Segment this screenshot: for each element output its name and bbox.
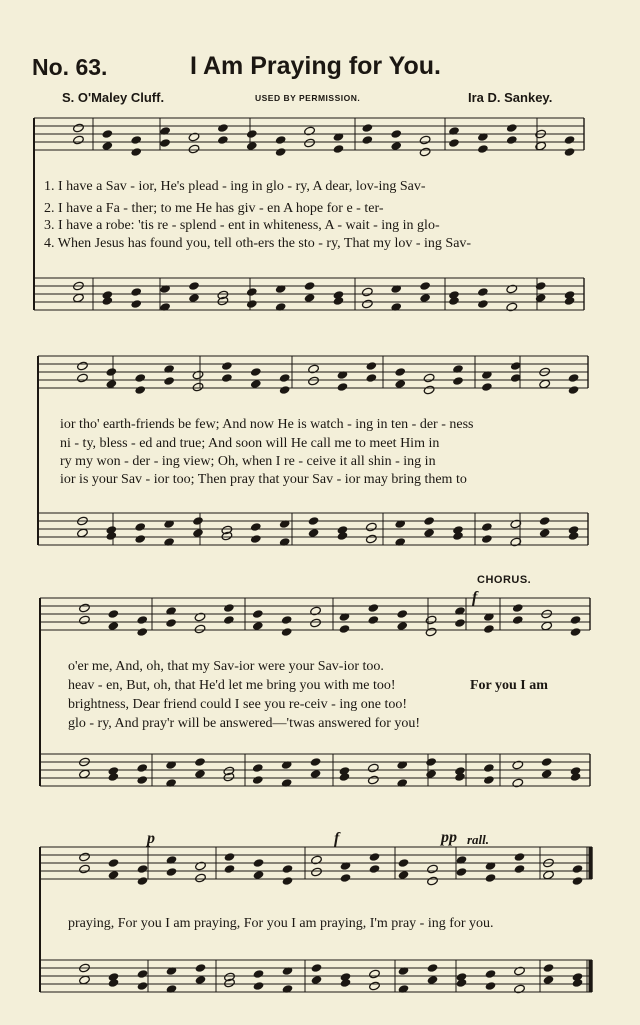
note-head bbox=[365, 534, 377, 544]
dynamic-f-chorus: f bbox=[472, 589, 478, 606]
note-head bbox=[481, 522, 493, 532]
note-head bbox=[105, 379, 117, 389]
note-head bbox=[485, 969, 497, 979]
note-head bbox=[253, 870, 265, 880]
note-head bbox=[252, 775, 264, 785]
note-head bbox=[425, 757, 437, 767]
note-head bbox=[543, 870, 555, 880]
note-head bbox=[396, 609, 408, 619]
system4-chorus-line: praying, For you I am praying, For you I am praying, I'm pray - ing for you. bbox=[68, 916, 494, 931]
note-head bbox=[134, 522, 146, 532]
note-head bbox=[253, 981, 265, 991]
note-head bbox=[423, 528, 435, 538]
note-head bbox=[419, 281, 431, 291]
note-head bbox=[134, 373, 146, 383]
note-head bbox=[279, 385, 291, 395]
system1-verse4: 4. When Jesus has found you, tell oth-ers the sto - ry, That my lov - ing Sav- bbox=[44, 236, 472, 251]
note-head bbox=[423, 373, 435, 383]
note-head bbox=[217, 135, 229, 145]
note-head bbox=[514, 852, 526, 862]
note-head bbox=[163, 376, 175, 386]
note-head bbox=[539, 516, 551, 526]
note-head bbox=[101, 129, 113, 139]
note-head bbox=[195, 975, 207, 985]
note-head bbox=[506, 123, 518, 133]
note-head bbox=[506, 135, 518, 145]
note-head bbox=[304, 281, 316, 291]
note-head bbox=[281, 627, 293, 637]
note-head bbox=[427, 876, 439, 886]
dynamic-pp: pp bbox=[441, 829, 457, 846]
note-head bbox=[481, 534, 493, 544]
note-head bbox=[454, 618, 466, 628]
note-head bbox=[101, 141, 113, 151]
note-head bbox=[311, 963, 323, 973]
note-head bbox=[485, 873, 497, 883]
note-head bbox=[192, 382, 204, 392]
note-head bbox=[221, 373, 233, 383]
note-head bbox=[448, 138, 460, 148]
note-head bbox=[188, 293, 200, 303]
note-head bbox=[419, 147, 431, 157]
system2-verse3: ry my won - der - ing view; Oh, when I re - ceive it all shin - ing in bbox=[60, 454, 436, 469]
note-head bbox=[477, 144, 489, 154]
note-head bbox=[137, 969, 149, 979]
note-head bbox=[425, 615, 437, 625]
dynamic-f: f bbox=[334, 830, 340, 847]
note-head bbox=[188, 144, 200, 154]
note-head bbox=[456, 867, 468, 877]
note-head bbox=[419, 293, 431, 303]
note-head bbox=[137, 864, 149, 874]
note-head bbox=[136, 615, 148, 625]
note-head bbox=[130, 299, 142, 309]
note-head bbox=[195, 873, 207, 883]
note-head bbox=[108, 870, 120, 880]
note-head bbox=[73, 123, 85, 133]
note-head bbox=[252, 763, 264, 773]
note-head bbox=[337, 382, 349, 392]
note-head bbox=[477, 299, 489, 309]
note-head bbox=[250, 367, 262, 377]
note-head bbox=[311, 975, 323, 985]
note-head bbox=[79, 769, 91, 779]
note-head bbox=[570, 627, 582, 637]
note-head bbox=[367, 763, 379, 773]
note-head bbox=[136, 775, 148, 785]
permission-note: USED BY PERMISSION. bbox=[255, 93, 361, 103]
note-head bbox=[79, 975, 91, 985]
system1-verse2: 2. I have a Fa - ther; to me He has giv - en A hope for e - ter- bbox=[44, 201, 384, 216]
note-head bbox=[481, 382, 493, 392]
note-head bbox=[304, 293, 316, 303]
note-head bbox=[223, 615, 235, 625]
note-head bbox=[134, 385, 146, 395]
system1-verse1: 1. I have a Sav - ior, He's plead - ing in glo - ry, A dear, lov-ing Sav- bbox=[44, 179, 426, 194]
system3-verse4: glo - ry, And pray'r will be answered—'twas answered for you! bbox=[68, 716, 421, 731]
note-head bbox=[394, 379, 406, 389]
note-head bbox=[367, 615, 379, 625]
composer-credit: Ira D. Sankey. bbox=[468, 90, 553, 105]
system2-verse2: ni - ty, bless - ed and true; And soon will He call me to meet Him in bbox=[60, 436, 440, 451]
note-head bbox=[107, 609, 119, 619]
note-head bbox=[398, 858, 410, 868]
note-head bbox=[310, 618, 322, 628]
note-head bbox=[136, 763, 148, 773]
note-head bbox=[252, 609, 264, 619]
note-head bbox=[369, 969, 381, 979]
note-head bbox=[396, 621, 408, 631]
note-head bbox=[483, 763, 495, 773]
note-head bbox=[130, 287, 142, 297]
note-head bbox=[165, 618, 177, 628]
lyricist-credit: S. O'Maley Cluff. bbox=[62, 90, 165, 105]
note-head bbox=[137, 876, 149, 886]
system3-verse1: o'er me, And, oh, that my Sav-ior were your Sav-ior too. bbox=[68, 659, 384, 674]
note-head bbox=[281, 615, 293, 625]
note-head bbox=[137, 981, 149, 991]
note-head bbox=[279, 373, 291, 383]
note-head bbox=[423, 516, 435, 526]
chorus-label: CHORUS. bbox=[477, 574, 532, 586]
system2-verse4: ior is your Sav - ior too; Then pray that your Sav - ior may bring them to bbox=[60, 472, 467, 487]
note-head bbox=[217, 123, 229, 133]
note-head bbox=[79, 615, 91, 625]
note-head bbox=[398, 870, 410, 880]
note-head bbox=[252, 621, 264, 631]
note-head bbox=[246, 299, 258, 309]
note-head bbox=[275, 135, 287, 145]
note-head bbox=[253, 969, 265, 979]
note-head bbox=[77, 361, 89, 371]
system3-verse3: brightness, Dear friend could I see you re-ceiv - ing one too! bbox=[68, 697, 407, 712]
note-head bbox=[361, 299, 373, 309]
note-head bbox=[572, 864, 584, 874]
note-head bbox=[308, 376, 320, 386]
note-head bbox=[423, 385, 435, 395]
note-head bbox=[246, 129, 258, 139]
note-head bbox=[539, 528, 551, 538]
system3-verse2: heav - en, But, oh, that He'd let me bring you with me too! bbox=[68, 678, 396, 693]
note-head bbox=[79, 864, 91, 874]
note-head bbox=[195, 963, 207, 973]
note-head bbox=[419, 135, 431, 145]
note-head bbox=[105, 367, 117, 377]
note-head bbox=[77, 528, 89, 538]
note-head bbox=[390, 129, 402, 139]
note-head bbox=[194, 624, 206, 634]
note-head bbox=[192, 528, 204, 538]
note-head bbox=[246, 141, 258, 151]
note-head bbox=[543, 963, 555, 973]
dynamic-p: p bbox=[147, 830, 155, 847]
note-head bbox=[539, 379, 551, 389]
note-head bbox=[73, 293, 85, 303]
note-head bbox=[275, 147, 287, 157]
note-head bbox=[564, 147, 576, 157]
note-head bbox=[339, 624, 351, 634]
note-head bbox=[224, 864, 236, 874]
note-head bbox=[340, 873, 352, 883]
note-head bbox=[333, 144, 345, 154]
note-head bbox=[369, 981, 381, 991]
hymn-number: No. 63. bbox=[32, 54, 108, 80]
note-head bbox=[194, 757, 206, 767]
note-head bbox=[304, 138, 316, 148]
note-head bbox=[365, 373, 377, 383]
note-head bbox=[250, 379, 262, 389]
note-head bbox=[310, 757, 322, 767]
note-head bbox=[221, 361, 233, 371]
note-head bbox=[192, 516, 204, 526]
note-head bbox=[512, 603, 524, 613]
note-head bbox=[394, 367, 406, 377]
note-head bbox=[568, 385, 580, 395]
note-head bbox=[282, 876, 294, 886]
note-head bbox=[512, 615, 524, 625]
note-head bbox=[572, 876, 584, 886]
note-head bbox=[367, 775, 379, 785]
note-head bbox=[77, 373, 89, 383]
note-head bbox=[365, 361, 377, 371]
note-head bbox=[390, 141, 402, 151]
note-head bbox=[253, 858, 265, 868]
note-head bbox=[308, 528, 320, 538]
note-head bbox=[282, 864, 294, 874]
note-head bbox=[541, 621, 553, 631]
note-head bbox=[483, 775, 495, 785]
note-head bbox=[223, 603, 235, 613]
note-head bbox=[250, 522, 262, 532]
note-head bbox=[311, 867, 323, 877]
note-head bbox=[308, 516, 320, 526]
note-head bbox=[188, 281, 200, 291]
system1-verse3: 3. I have a robe: 'tis re - splend - ent in whiteness, A - wait - ing in glo- bbox=[44, 218, 440, 233]
note-head bbox=[485, 981, 497, 991]
note-head bbox=[452, 376, 464, 386]
note-head bbox=[136, 627, 148, 637]
note-head bbox=[159, 138, 171, 148]
note-head bbox=[570, 615, 582, 625]
rall-mark: rall. bbox=[467, 832, 490, 847]
note-head bbox=[310, 769, 322, 779]
note-head bbox=[427, 975, 439, 985]
note-head bbox=[483, 624, 495, 634]
note-head bbox=[224, 852, 236, 862]
note-head bbox=[246, 287, 258, 297]
note-head bbox=[369, 852, 381, 862]
note-head bbox=[367, 603, 379, 613]
note-head bbox=[107, 621, 119, 631]
note-head bbox=[361, 123, 373, 133]
note-head bbox=[79, 852, 91, 862]
note-head bbox=[541, 757, 553, 767]
chorus-start: For you I am bbox=[470, 678, 548, 693]
note-head bbox=[477, 287, 489, 297]
note-head bbox=[568, 373, 580, 383]
note-head bbox=[130, 135, 142, 145]
system2-verse1: ior tho' earth-friends be few; And now He is watch - ing in ten - der - ness bbox=[60, 417, 474, 432]
note-head bbox=[543, 975, 555, 985]
note-head bbox=[361, 287, 373, 297]
note-head bbox=[369, 864, 381, 874]
hymn-title: I Am Praying for You. bbox=[190, 52, 441, 80]
note-head bbox=[514, 864, 526, 874]
note-head bbox=[108, 858, 120, 868]
note-head bbox=[166, 867, 178, 877]
note-head bbox=[425, 627, 437, 637]
note-head bbox=[564, 135, 576, 145]
note-head bbox=[365, 522, 377, 532]
note-head bbox=[134, 534, 146, 544]
note-head bbox=[427, 963, 439, 973]
note-head bbox=[427, 864, 439, 874]
note-head bbox=[425, 769, 437, 779]
note-head bbox=[541, 769, 553, 779]
note-head bbox=[79, 603, 91, 613]
note-head bbox=[250, 534, 262, 544]
note-head bbox=[194, 769, 206, 779]
note-head bbox=[130, 147, 142, 157]
note-head bbox=[361, 135, 373, 145]
note-head bbox=[73, 135, 85, 145]
